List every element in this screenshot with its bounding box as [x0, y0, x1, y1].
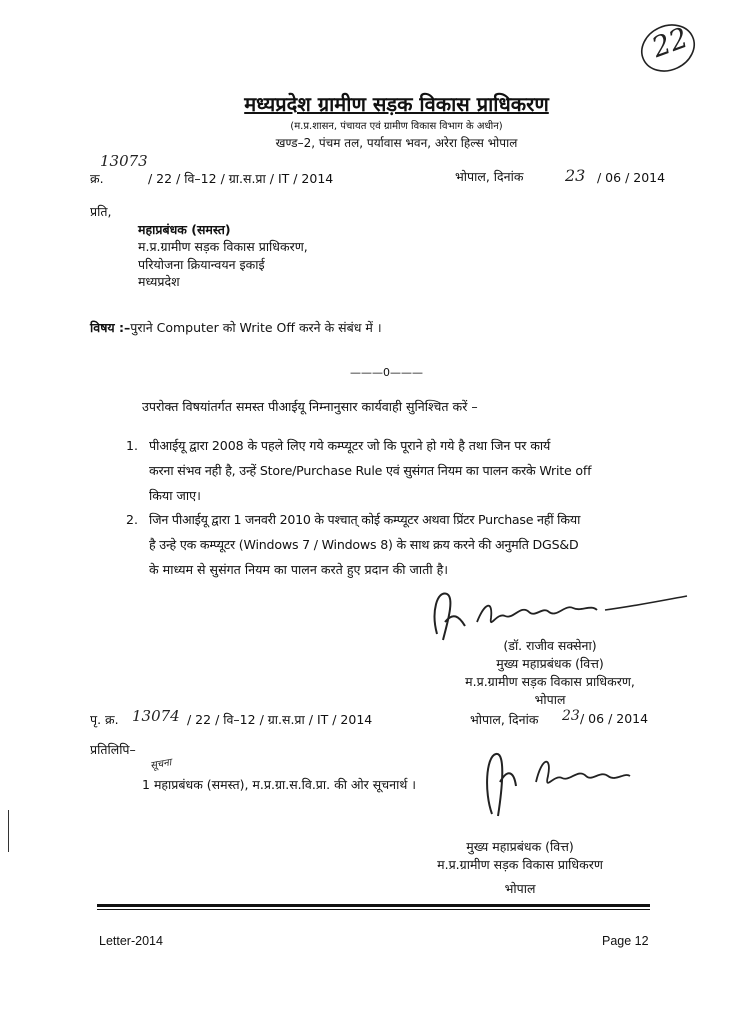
point-1	[126, 433, 709, 508]
to-line-4: मध्यप्रदेश	[138, 274, 180, 289]
signatory-2-org: म.प्र.ग्रामीण सड़क विकास प्राधिकरण	[437, 857, 603, 872]
to-line-3: परियोजना क्रियान्वयन इकाई	[138, 257, 265, 272]
to-line-2: म.प्र.ग्रामीण सड़क विकास प्राधिकरण,	[138, 239, 308, 254]
endorsement-number: / 22 / वि–12 / ग्रा.स.प्रा / IT / 2014	[187, 712, 373, 727]
point-1-line-1: पीआईयू द्वारा 2008 के पहले लिए गये कम्प्यूटर जो कि पूराने हो गये है तथा जिन पर कार्य	[149, 438, 551, 453]
scan-margin-mark	[8, 810, 9, 852]
endorsement-place-date-label: भोपाल, दिनांक	[470, 712, 539, 727]
point-2-line-1: जिन पीआईयू द्वारा 1 जनवरी 2010 के पश्चात् कोई कम्प्यूटर अथवा प्रिंटर Purchase नहीं किया	[149, 512, 581, 527]
separator: ———0———	[350, 366, 423, 379]
ref-prefix: क्र.	[90, 171, 104, 186]
org-address: खण्ड–2, पंचम तल, पर्यावास भवन, अरेरा हिल्स भोपाल	[275, 136, 518, 150]
to-line-1: महाप्रबंधक (समस्त)	[138, 222, 231, 237]
endorsement-prefix: पृ. क्र.	[90, 712, 119, 727]
subject-line	[90, 319, 382, 336]
signatory-2-city: भोपाल	[504, 881, 536, 896]
copy-handwritten-note: सूचना	[149, 757, 173, 772]
copy-item-number: 1	[142, 777, 150, 792]
signatory-1-name: (डॉ. राजीव सक्सेना)	[503, 638, 597, 653]
point-2-line-3: के माध्यम से सुसंगत नियम का पालन करते हुए प्रदान की जाती है।	[149, 562, 449, 577]
ref-handwritten-number: 13073	[100, 152, 148, 170]
signature-2	[478, 742, 638, 822]
ref-date-day: 23	[565, 166, 586, 185]
stamp-number: 22	[647, 20, 693, 65]
footer-rule-thick	[97, 904, 650, 907]
copy-item-text: महाप्रबंधक (समस्त), म.प्र.ग्रा.स.वि.प्रा. की ओर सूचनार्थ ।	[153, 777, 417, 792]
subject-text: पुराने Computer को Write Off करने के संबंध में ।	[130, 320, 382, 335]
footer-rule-thin	[97, 909, 650, 910]
ref-date-rest: / 06 / 2014	[597, 170, 666, 185]
signatory-1-designation: मुख्य महाप्रबंधक (वित्त)	[496, 656, 604, 671]
endorsement-date-rest: / 06 / 2014	[580, 711, 649, 726]
endorsement-date-day: 23	[562, 708, 580, 724]
org-title: मध्यप्रदेश ग्रामीण सड़क विकास प्राधिकरण	[244, 92, 549, 116]
signatory-2-designation: मुख्य महाप्रबंधक (वित्त)	[466, 839, 574, 854]
footer-left: Letter-2014	[99, 934, 163, 948]
subject-label: विषय :–	[90, 320, 131, 335]
to-label: प्रति,	[90, 204, 112, 219]
signatory-1-city: भोपाल	[534, 692, 566, 707]
point-1-line-2: करना संभव नही है, उन्हें Store/Purchase Rule एवं सुसंगत नियम का पालन करके Write off	[149, 463, 592, 478]
org-subtitle: (म.प्र.शासन, पंचायत एवं ग्रामीण विकास विभाग के अधीन)	[290, 121, 503, 132]
point-1-line-3: किया जाए।	[149, 488, 201, 503]
point-2	[126, 507, 709, 582]
copy-label: प्रतिलिपि–	[90, 742, 136, 757]
signatory-1-org: म.प्र.ग्रामीण सड़क विकास प्राधिकरण,	[465, 674, 635, 689]
point-1-number: 1.	[126, 438, 139, 453]
ref-place-date-label: भोपाल, दिनांक	[455, 169, 524, 184]
intro-text: उपरोक्त विषयांतर्गत समस्त पीआईयू निम्नानुसार कार्यवाही सुनिश्चित करें –	[142, 399, 478, 414]
endorsement-handwritten-number: 13074	[132, 707, 180, 725]
point-2-number: 2.	[126, 512, 139, 527]
point-2-line-2: है उन्हे एक कम्प्यूटर (Windows 7 / Windows 8) के साथ क्रय करने की अनुमति DGS&D	[149, 537, 579, 552]
footer-right: Page 12	[602, 934, 649, 948]
ref-number: / 22 / वि–12 / ग्रा.स.प्रा / IT / 2014	[148, 171, 334, 186]
copy-item	[142, 776, 416, 793]
